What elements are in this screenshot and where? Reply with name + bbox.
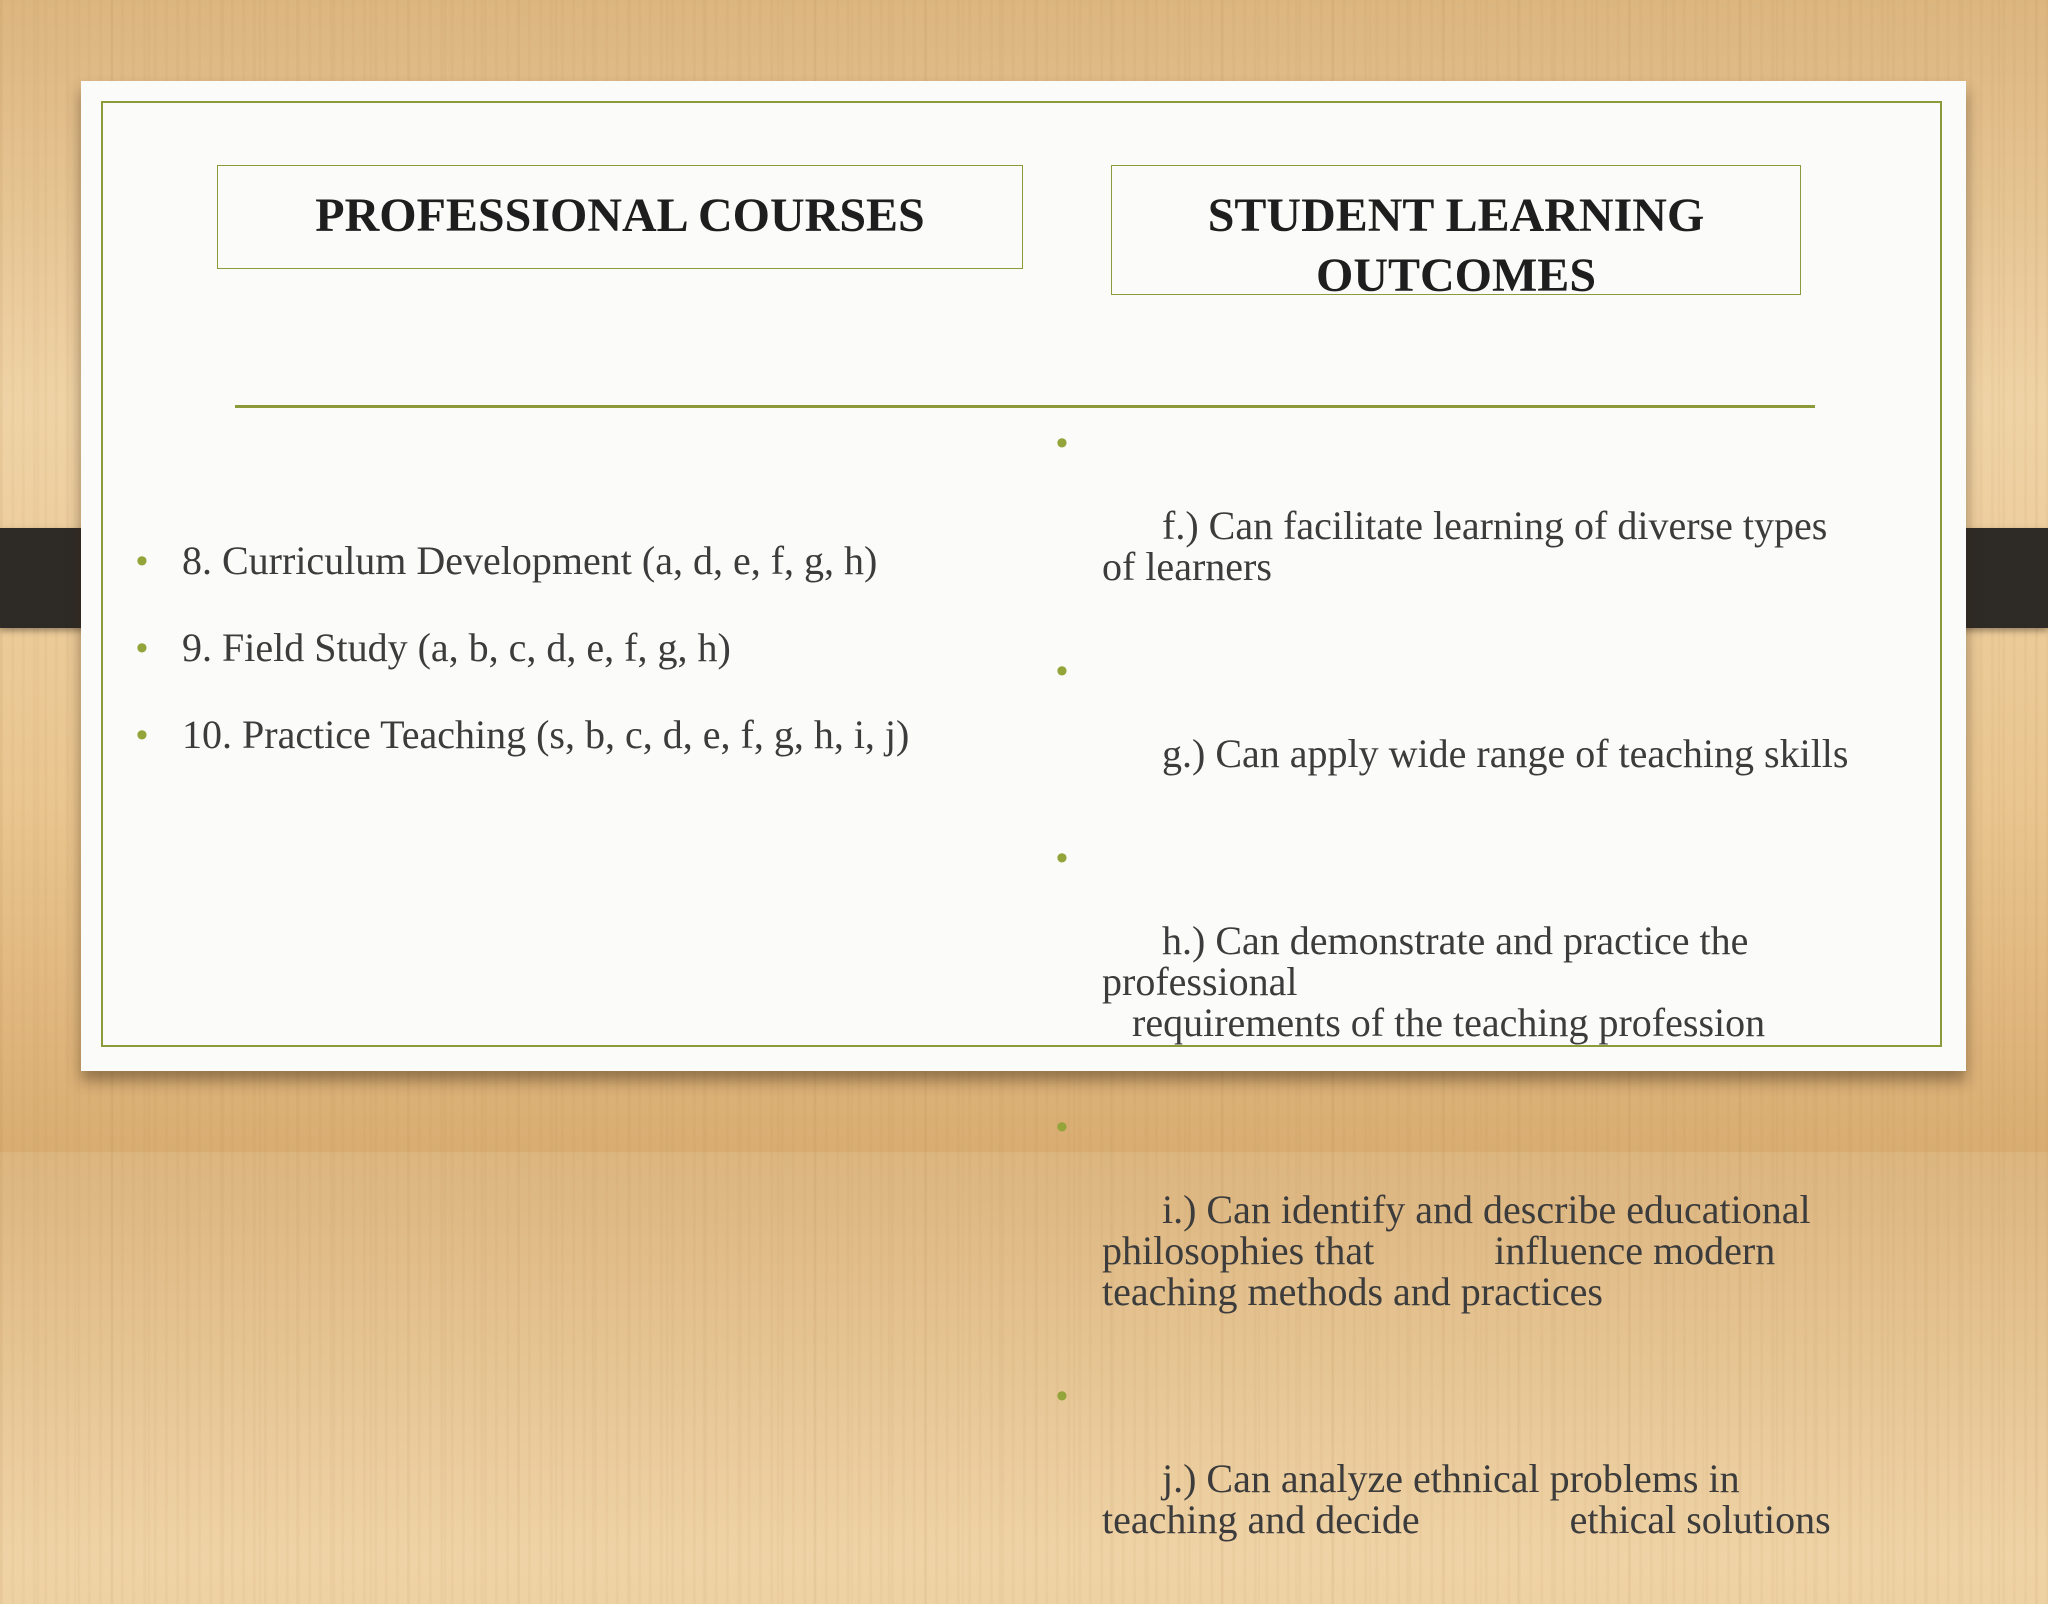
outcome-item — [1056, 1376, 1856, 1581]
bullet-icon: • — [136, 542, 148, 580]
heading-professional-courses — [217, 165, 1023, 269]
heading-professional-courses-text: PROFESSIONAL COURSES — [315, 189, 925, 242]
bullet-icon: • — [1056, 1108, 1068, 1146]
course-text: 9. Field Study (a, b, c, d, e, f, g, h) — [182, 625, 731, 670]
bullet-icon: • — [1056, 652, 1068, 690]
outcome-item — [1056, 423, 1856, 628]
bullet-icon: • — [1056, 424, 1068, 462]
outcome-text: j.) Can analyze ethnical problems in teaching and decide ethical solutions — [1102, 1456, 1831, 1542]
course-item — [136, 710, 996, 760]
slide-paper — [81, 81, 1966, 1542]
bullet-icon: • — [136, 629, 148, 667]
outcome-item — [1056, 651, 1856, 815]
heading-student-learning-outcomes-text: STUDENT LEARNING OUTCOMES — [1207, 189, 1705, 302]
bullet-icon: • — [136, 716, 148, 754]
outcome-item — [1056, 1107, 1856, 1353]
outcome-text: f.) Can facilitate learning of diverse types of learners — [1102, 503, 1838, 589]
heading-student-learning-outcomes — [1111, 165, 1801, 302]
outcome-text: g.) Can apply wide range of teaching skills — [1162, 731, 1849, 776]
course-text: 8. Curriculum Development (a, d, e, f, g, h) — [182, 538, 878, 583]
course-text: 10. Practice Teaching (s, b, c, d, e, f, g, h, i, j) — [182, 712, 910, 757]
outcome-text: i.) Can identify and describe educational philosophies that influence modern teaching methods and practices — [1102, 1187, 1821, 1314]
outcomes-list — [1056, 423, 1856, 1604]
courses-list — [136, 536, 996, 797]
outcome-text: h.) Can demonstrate and practice the professional requirements of the teaching profession — [1102, 918, 1766, 1045]
bullet-icon: • — [1056, 839, 1068, 877]
bullet-icon: • — [1056, 1377, 1068, 1415]
outcome-item — [1056, 838, 1856, 1084]
header-divider — [235, 405, 1815, 408]
course-item — [136, 536, 996, 586]
course-item — [136, 623, 996, 673]
